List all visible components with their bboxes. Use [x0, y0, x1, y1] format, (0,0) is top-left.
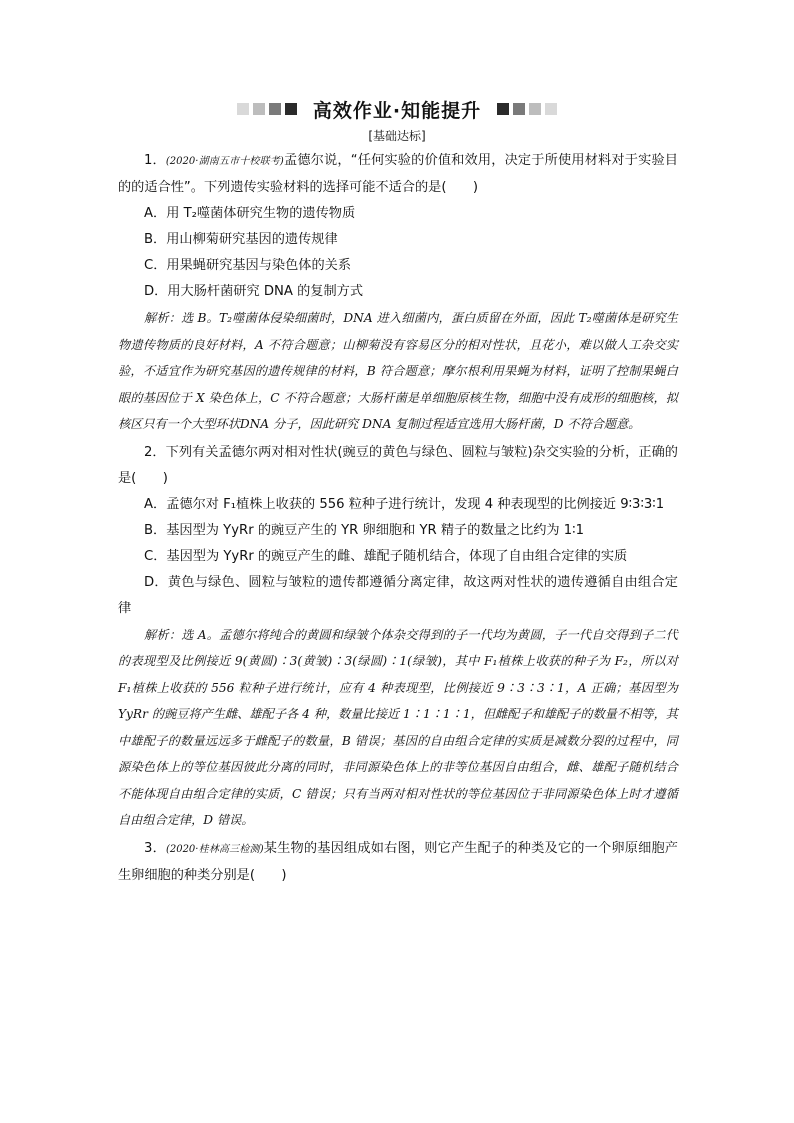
question-2-analysis: 解析：选 A。孟德尔将纯合的黄圆和绿皱个体杂交得到的子一代均为黄圆，子一代自交得到子二代的表现型及比例接近 9(黄圆)∶3(黄皱)∶3(绿圆)∶1(绿皱)，其中 F₁植株上收获的种子为 F₂，所以对 F₁植株上收获的 556 粒种子进行统计，应有 4 种表现型，比例接近 9∶3∶3∶1，A 正确；基因型为 YyRr 的豌豆将产生雌、雄配子各 4 种，数量比接近 1∶1∶1∶1，但雌配子和雄配子的数量不相等，其中雄配子的数量远远多于雌配子的数量，B 错误；基因的自由组合定律的实质是减数分裂的过程中，同源染色体上的等位基因彼此分离的同时，非同源染色体上的非等位基因自由组合，雌、雄配子随机结合不能体现自由组合定律的实质，C 错误；只有当两对相对性状的等位基因位于非同源染色体上时才遵循自由组合定律，D 错误。	[118, 627, 678, 827]
question-1-option-c: C．用果蝇研究基因与染色体的关系	[144, 258, 352, 273]
question-1-analysis: 解析：选 B。T₂噬菌体侵染细菌时，DNA 进入细菌内，蛋白质留在外面，因此 T₂噬菌体是研究生物遗传物质的良好材料，A 不符合题意；山柳菊没有容易区分的相对性状，且花小，难以做人工杂交实验，不适宜作为研究基因的遗传规律的材料，B 符合题意；摩尔根利用果蝇为材料，证明了控制果蝇白眼的基因位于 X 染色体上，C 不符合题意；大肠杆菌是单细胞原核生物，细胞中没有成形的细胞核，拟核区只有一个大型环状DNA 分子，因此研究 DNA 复制过程适宜选用大肠杆菌，D 不符合题意。	[118, 311, 678, 431]
question-1-option-d: D．用大肠杆菌研究 DNA 的复制方式	[144, 284, 364, 299]
decor-square	[285, 103, 297, 115]
question-source: (2020·湖南五市十校联考)	[165, 156, 284, 167]
question-number: 1．	[144, 153, 166, 168]
decor-square	[513, 103, 525, 115]
question-text: 孟德尔说，“任何实验的价值和效用，决定于所使用材料对于实验目的的适合性”。下列遗传实验材料的选择可能不适合的是( )	[118, 153, 678, 195]
question-2-option-b: B．基因型为 YyRr 的豌豆产生的 YR 卵细胞和 YR 精子的数量之比约为 1∶1	[144, 522, 584, 538]
question-2-stem: 2．下列有关孟德尔两对相对性状(豌豆的黄色与绿色、圆粒与皱粒)杂交实验的分析，正确的是( )	[118, 444, 678, 486]
question-number: 3．	[144, 840, 166, 856]
question-1-option-a: A．用 T₂噬菌体研究生物的遗传物质	[144, 206, 356, 221]
question-2-option-c: C．基因型为 YyRr 的豌豆产生的雌、雄配子随机结合，体现了自由组合定律的实质	[144, 548, 628, 564]
decor-square	[529, 103, 541, 115]
decor-square	[269, 103, 281, 115]
question-2-option-a: A．孟德尔对 F₁植株上收获的 556 粒种子进行统计，发现 4 种表现型的比例接近 9∶3∶3∶1	[144, 496, 665, 512]
left-square-decoration	[237, 103, 297, 115]
section-title: 高效作业·知能提升	[312, 99, 482, 122]
subsection-heading: [基础达标]	[368, 129, 426, 143]
question-text: 某生物的基因组成如右图，则它产生配子的种类及它的一个卵原细胞产生卵细胞的种类分别是( )	[118, 840, 678, 883]
question-3-stem	[118, 836, 678, 889]
decor-square	[253, 103, 265, 115]
section-header	[0, 96, 794, 122]
question-1-stem	[118, 148, 678, 201]
decor-square	[545, 103, 557, 115]
question-source: (2020·桂林高三检测)	[165, 843, 264, 855]
decor-square	[497, 103, 509, 115]
questions-body	[118, 148, 678, 889]
decor-square	[237, 103, 249, 115]
right-square-decoration	[497, 103, 557, 115]
question-2-option-d: D．黄色与绿色、圆粒与皱粒的遗传都遵循分离定律，故这两对性状的遗传遵循自由组合定律	[118, 574, 678, 616]
question-1-option-b: B．用山柳菊研究基因的遗传规律	[144, 232, 338, 247]
